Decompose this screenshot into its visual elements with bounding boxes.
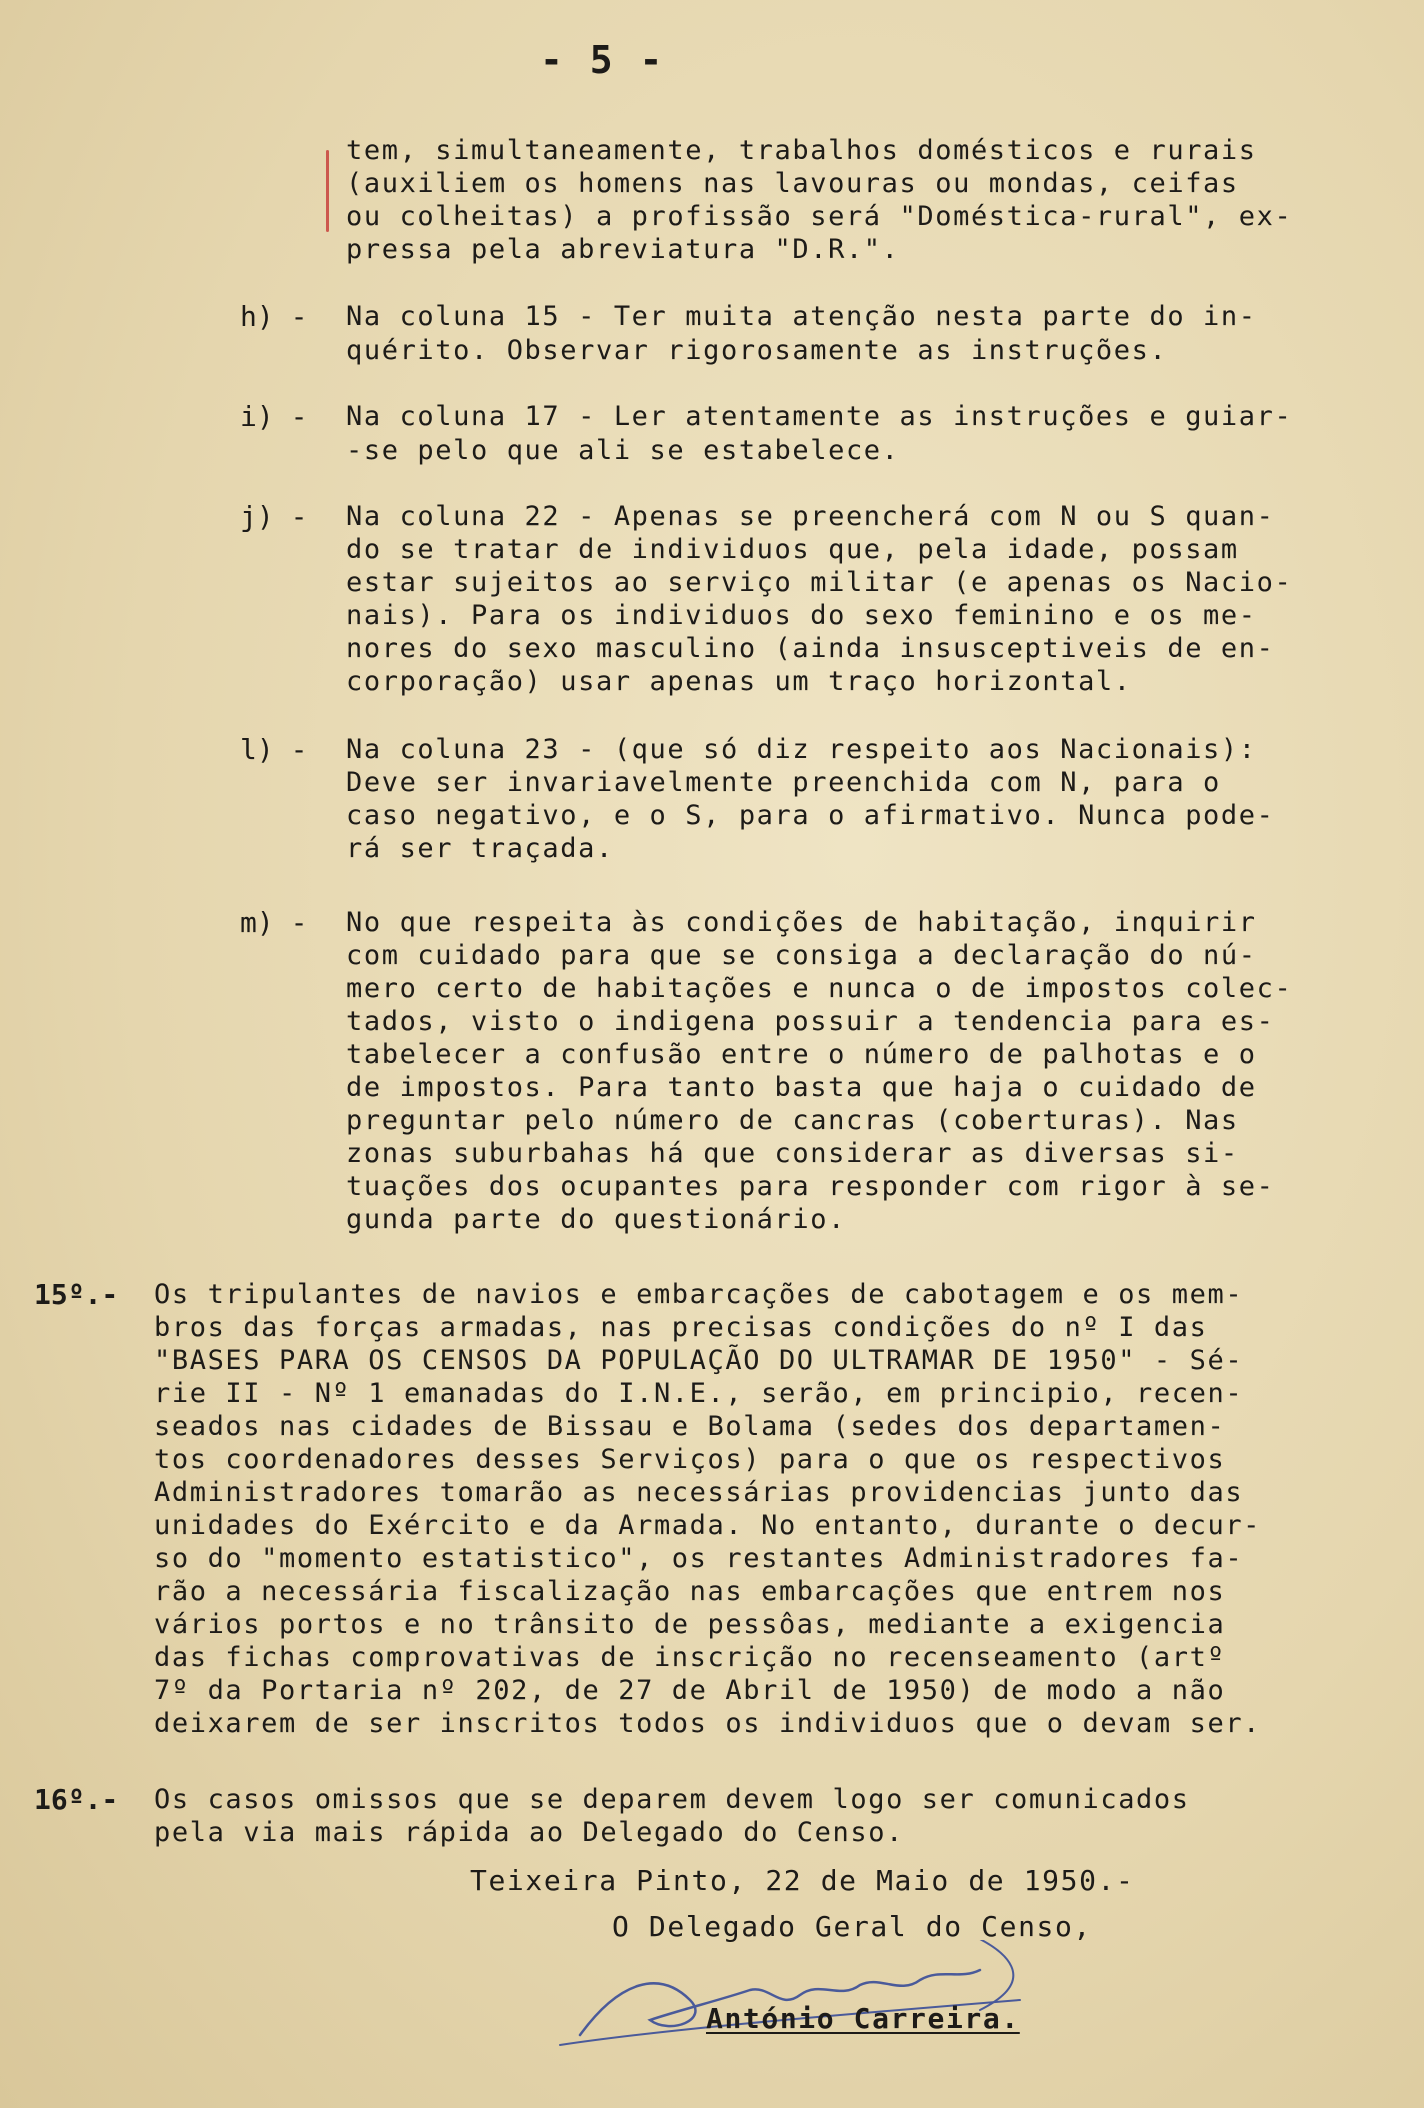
item-m-line: No que respeita às condições de habitação, inquirir (346, 907, 1257, 938)
paragraph-16-label: 16º.- (34, 1783, 119, 1816)
item-j-label: j) - (240, 500, 308, 533)
item-m-line: de impostos. Para tanto basta que haja o cuidado de (346, 1072, 1257, 1103)
item-i-line: Na coluna 17 - Ler atentamente as instruções e guiar- (346, 401, 1293, 432)
red-margin-mark (326, 150, 329, 232)
intro-line: (auxiliem os homens nas lavouras ou mondas, ceifas (346, 168, 1239, 199)
item-i-line: -se pelo que ali se estabelece. (346, 435, 900, 466)
item-l-label: l) - (240, 733, 308, 766)
item-m-label: m) - (240, 906, 308, 939)
intro-line: ou colheitas) a profissão será "Doméstica-rural", ex- (346, 201, 1293, 232)
handwritten-signature (540, 1940, 1060, 2060)
paragraph-15-line: rie II - Nº 1 emanadas do I.N.E., serão, em principio, recen- (154, 1378, 1244, 1409)
signatory-name: António Carreira. (706, 2002, 1020, 2035)
paragraph-16-line: Os casos omissos que se deparem devem logo ser comunicados (154, 1784, 1190, 1815)
item-m-line: mero certo de habitações e nunca o de impostos colec- (346, 973, 1293, 1004)
paragraph-15-line: tos coordenadores desses Serviços) para o que os respectivos (154, 1444, 1226, 1475)
paragraph-15-line: 7º da Portaria nº 202, de 27 de Abril de 1950) de modo a não (154, 1675, 1226, 1706)
item-l-line: rá ser traçada. (346, 833, 614, 864)
paragraph-15-line: unidades do Exército e da Armada. No entanto, durante o decur- (154, 1510, 1262, 1541)
item-l-line: caso negativo, e o S, para o afirmativo. Nunca pode- (346, 800, 1275, 831)
item-m-line: preguntar pelo número de cancras (coberturas). Nas (346, 1105, 1239, 1136)
item-m-line: gunda parte do questionário. (346, 1204, 846, 1235)
item-j-line: nais). Para os individuos do sexo feminino e os me- (346, 600, 1257, 631)
item-j-line: corporação) usar apenas um traço horizontal. (346, 666, 1132, 697)
item-i-label: i) - (240, 400, 308, 433)
paragraph-15-line: so do "momento estatistico", os restantes Administradores fa- (154, 1543, 1244, 1574)
paragraph-16-line: pela via mais rápida ao Delegado do Censo. (154, 1817, 904, 1848)
paragraph-15-line: Administradores tomarão as necessárias providencias junto das (154, 1477, 1244, 1508)
paragraph-15-line: vários portos e no trânsito de pessôas, mediante a exigencia (154, 1609, 1226, 1640)
item-m-line: tuações dos ocupantes para responder com rigor à se- (346, 1171, 1275, 1202)
item-j-line: do se tratar de individuos que, pela idade, possam (346, 534, 1239, 565)
page-number: - 5 - (540, 38, 665, 82)
item-j-line: Na coluna 22 - Apenas se preencherá com N ou S quan- (346, 501, 1275, 532)
paragraph-15-line: das fichas comprovativas de inscrição no recenseamento (artº (154, 1642, 1226, 1673)
paragraph-15-label: 15º.- (34, 1278, 119, 1311)
item-h-label: h) - (240, 300, 308, 333)
item-j-line: nores do sexo masculino (ainda insusceptiveis de en- (346, 633, 1275, 664)
paragraph-15-line: Os tripulantes de navios e embarcações de cabotagem e os mem- (154, 1279, 1244, 1310)
signatory-role: O Delegado Geral do Censo, (612, 1910, 1092, 1943)
item-h-line: quérito. Observar rigorosamente as instruções. (346, 335, 1168, 366)
paragraph-15-line: rão a necessária fiscalização nas embarcações que entrem nos (154, 1576, 1226, 1607)
item-j-line: estar sujeitos ao serviço militar (e apenas os Nacio- (346, 567, 1293, 598)
intro-line: tem, simultaneamente, trabalhos domésticos e rurais (346, 135, 1257, 166)
paragraph-15-line: seados nas cidades de Bissau e Bolama (sedes dos departamen- (154, 1411, 1226, 1442)
item-l-line: Deve ser invariavelmente preenchida com N, para o (346, 767, 1221, 798)
item-m-line: tabelecer a confusão entre o número de palhotas e o (346, 1039, 1257, 1070)
place-date: Teixeira Pinto, 22 de Maio de 1950.- (470, 1864, 1135, 1897)
item-m-line: tados, visto o indigena possuir a tendencia para es- (346, 1006, 1275, 1037)
item-m-line: zonas suburbahas há que considerar as diversas si- (346, 1138, 1239, 1169)
paragraph-15-line: "BASES PARA OS CENSOS DA POPULAÇÃO DO ULTRAMAR DE 1950" - Sé- (154, 1345, 1244, 1376)
item-h-line: Na coluna 15 - Ter muita atenção nesta parte do in- (346, 301, 1257, 332)
item-l-line: Na coluna 23 - (que só diz respeito aos Nacionais): (346, 734, 1257, 765)
paragraph-15-line: bros das forças armadas, nas precisas condições do nº I das (154, 1312, 1208, 1343)
paragraph-15-line: deixarem de ser inscritos todos os individuos que o devam ser. (154, 1708, 1262, 1739)
intro-line: pressa pela abreviatura "D.R.". (346, 234, 900, 265)
item-m-line: com cuidado para que se consiga a declaração do nú- (346, 940, 1257, 971)
